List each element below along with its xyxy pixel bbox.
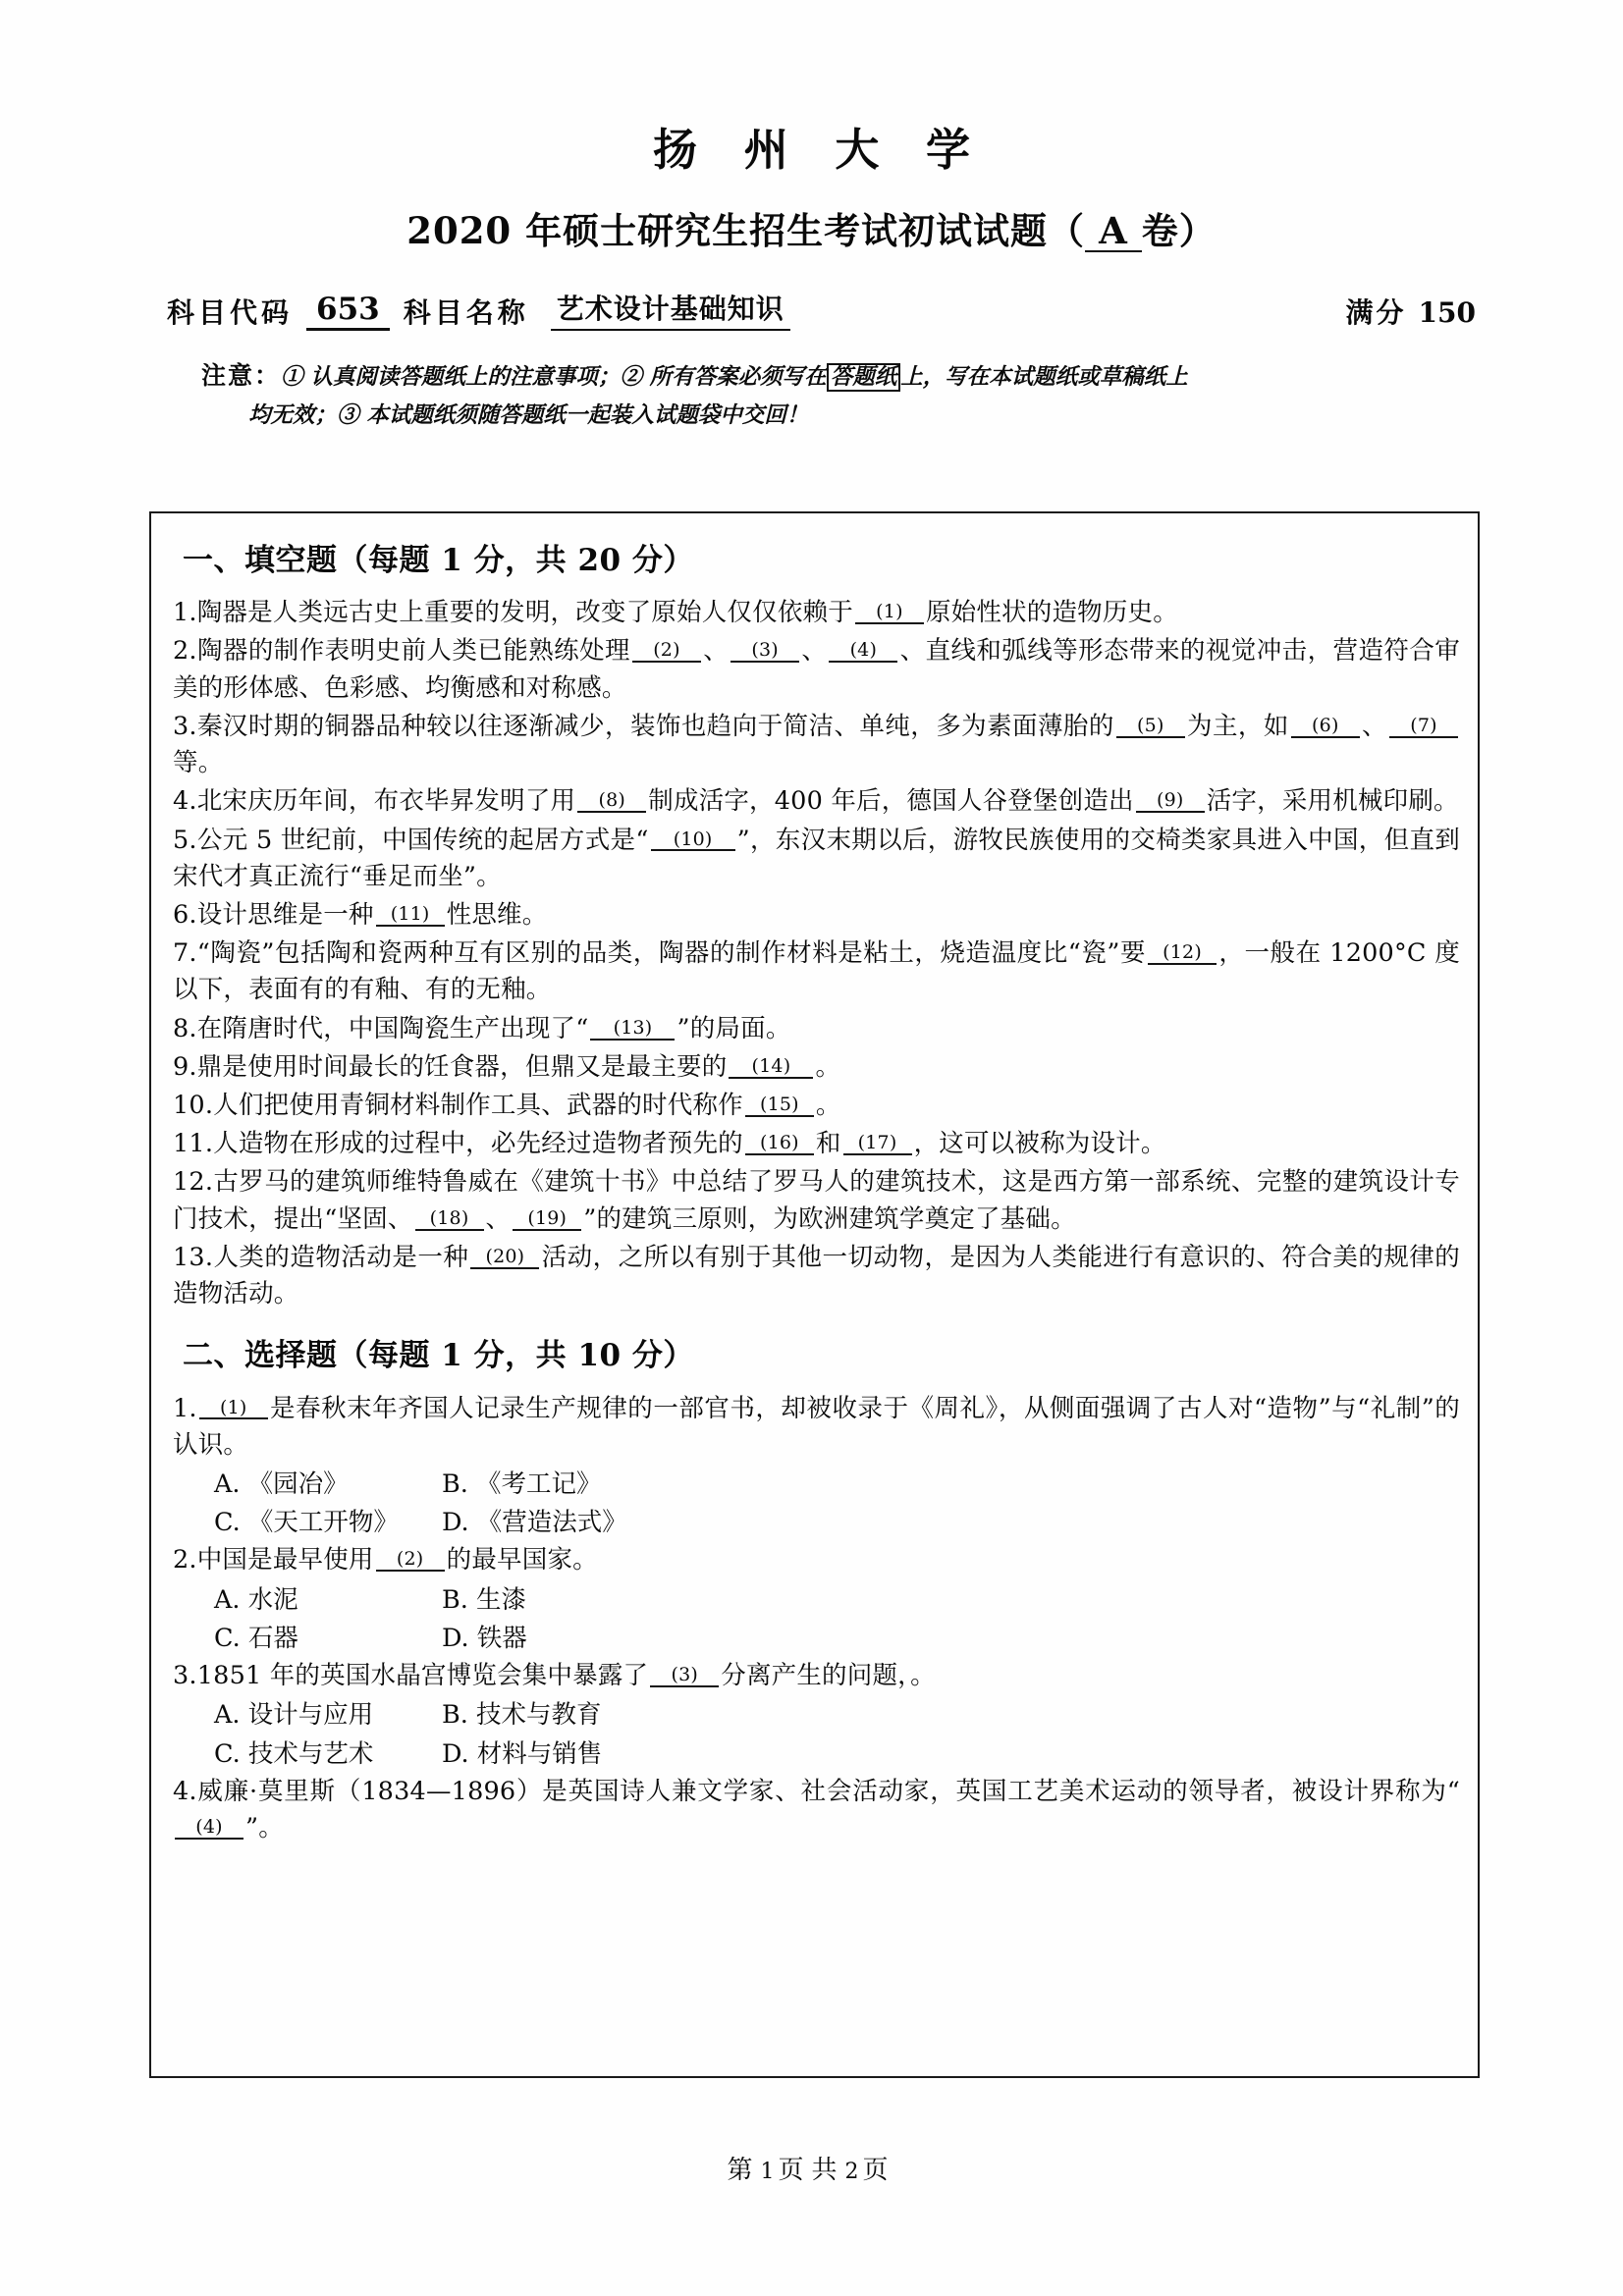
q13-text-b: 活动，之所以有别于其他一切动物，是因为人类能进行有意识的、符合美的规律的造物活动。 xyxy=(173,1242,1460,1309)
q1-text-b: 原始性状的造物历史。 xyxy=(925,598,1178,628)
q1-text-a: 陶器是人类远古史上重要的发明，改变了原始人仅仅依赖于 xyxy=(196,598,853,628)
q7-blank-12[interactable]: (12) xyxy=(1148,943,1217,965)
c2-option-d-key: D. xyxy=(442,1623,469,1653)
q11-text-a: 人造物在形成的过程中，必先经过造物者预先的 xyxy=(213,1129,743,1159)
q4-blank-9[interactable]: (9) xyxy=(1136,791,1205,813)
c3-text-a: 1851 年的英国水晶宫博览会集中暴露了 xyxy=(196,1661,649,1691)
q2-text-c: 、 xyxy=(801,636,828,667)
q2-text-a: 陶器的制作表明史前人类已能熟练处理 xyxy=(196,636,630,667)
q8-text-b: ”的局面。 xyxy=(676,1013,791,1043)
c2-option-b-key: B. xyxy=(442,1584,468,1615)
c1-option-d-text: 《营造法式》 xyxy=(476,1508,627,1538)
q12-blank-19[interactable]: (19) xyxy=(513,1209,581,1231)
c1-text: 是春秋末年齐国人记录生产规律的一部官书，却被收录于《周礼》，从侧面强调了古人对“造物”与“礼制”的认识。 xyxy=(173,1393,1460,1460)
q2-blank-2[interactable]: (2) xyxy=(632,641,701,663)
footer-prefix: 第 xyxy=(727,2156,761,2185)
q6-text-b: 性思维。 xyxy=(446,899,548,930)
c3-option-d-text: 材料与销售 xyxy=(476,1738,603,1769)
question-1-8 xyxy=(173,1011,1460,1047)
c2-option-a[interactable] xyxy=(214,1581,442,1619)
question-2-3-options-row-2 xyxy=(173,1735,1460,1773)
question-1-13 xyxy=(173,1240,1460,1312)
exam-title-prefix: 2020 年硕士研究生招生考试初试试题（ xyxy=(406,208,1086,252)
c3-option-b-key: B. xyxy=(442,1700,468,1731)
c3-option-a-key: A. xyxy=(214,1700,241,1731)
question-1-6 xyxy=(173,897,1460,934)
question-2-3 xyxy=(173,1658,1460,1694)
question-1-9 xyxy=(173,1049,1460,1086)
question-2-2 xyxy=(173,1542,1460,1578)
c1-option-b-text: 《考工记》 xyxy=(475,1468,602,1499)
q9-no: 9. xyxy=(173,1051,197,1082)
section-2-title: 二、选择题（每题 1 分，共 10 分） xyxy=(183,1338,694,1374)
c3-option-a-text: 设计与应用 xyxy=(247,1700,374,1731)
c3-text-b: 分离产生的问题，。 xyxy=(721,1661,936,1691)
exam-title xyxy=(0,210,1623,252)
question-1-12 xyxy=(173,1164,1460,1237)
q11-blank-16[interactable]: (16) xyxy=(745,1134,814,1155)
c1-blank-1[interactable]: (1) xyxy=(199,1399,268,1420)
c3-option-a[interactable] xyxy=(214,1696,442,1734)
q6-text-a: 设计思维是一种 xyxy=(196,899,374,930)
notice-line1a: ① 认真阅读答题纸上的注意事项；② 所有答案必须写在 xyxy=(281,363,827,390)
question-2-1 xyxy=(173,1391,1460,1464)
c3-option-c-key: C. xyxy=(214,1738,241,1769)
q4-text-b: 制成活字，400 年后，德国人谷登堡创造出 xyxy=(648,786,1134,817)
c3-option-c[interactable] xyxy=(214,1735,442,1773)
c3-option-b-text: 技术与教育 xyxy=(475,1700,602,1731)
q3-blank-7[interactable]: (7) xyxy=(1389,717,1458,738)
q3-blank-5[interactable]: (5) xyxy=(1116,717,1185,738)
c4-blank-4[interactable]: (4) xyxy=(175,1818,243,1840)
q9-text-a: 鼎是使用时间最长的饪食器，但鼎又是最主要的 xyxy=(196,1051,728,1082)
q3-text-d: 等。 xyxy=(173,748,224,778)
c2-option-c-key: C. xyxy=(214,1623,241,1653)
question-1-4 xyxy=(173,783,1460,820)
subject-code-value: 653 xyxy=(306,292,390,331)
questions-container xyxy=(149,511,1480,2078)
c2-text-a: 中国是最早使用 xyxy=(196,1545,374,1575)
question-1-2 xyxy=(173,633,1460,706)
c3-option-c-text: 技术与艺术 xyxy=(247,1738,374,1769)
q10-no: 10. xyxy=(173,1091,214,1121)
q8-no: 8. xyxy=(173,1013,197,1043)
c1-option-c[interactable] xyxy=(214,1504,442,1541)
c3-option-d[interactable] xyxy=(442,1735,602,1773)
c2-option-b[interactable] xyxy=(442,1581,526,1619)
q6-no: 6. xyxy=(173,899,197,930)
footer-total-pages: 2 xyxy=(844,2160,863,2184)
notice-line2: 均无效；③ 本试题纸须随答题纸一起装入试题袋中交回！ xyxy=(248,401,809,428)
q3-blank-6[interactable]: (6) xyxy=(1291,717,1360,738)
q1-blank-1[interactable]: (1) xyxy=(855,603,924,624)
q4-text-a: 北宋庆历年间，布衣毕昇发明了用 xyxy=(196,786,576,817)
c1-option-c-text: 《天工开物》 xyxy=(247,1508,399,1538)
q11-text-b: 和 xyxy=(815,1129,841,1159)
c1-option-b-key: B. xyxy=(442,1468,468,1499)
c2-option-c-text: 石器 xyxy=(247,1623,298,1653)
notice-line1b: 上，写在本试题纸或草稿纸上 xyxy=(900,363,1188,390)
q6-blank-11[interactable]: (11) xyxy=(376,905,445,927)
q3-text-b: 为主，如 xyxy=(1186,711,1289,741)
question-2-1-options-row-1 xyxy=(173,1466,1460,1503)
page-header xyxy=(0,0,1623,252)
subject-name-value: 艺术设计基础知识 xyxy=(551,288,790,331)
question-2-4 xyxy=(173,1774,1460,1846)
q12-text-c: ”的建筑三原则，为欧洲建筑学奠定了基础。 xyxy=(583,1203,1076,1234)
q11-blank-17[interactable]: (17) xyxy=(843,1134,912,1155)
c2-option-a-text: 水泥 xyxy=(247,1584,298,1615)
page-footer xyxy=(0,2150,1623,2186)
question-2-3-options-row-1 xyxy=(173,1696,1460,1734)
question-2-1-options-row-2 xyxy=(173,1504,1460,1541)
q9-text-b: 。 xyxy=(815,1051,841,1082)
section-1-title: 一、填空题（每题 1 分，共 20 分） xyxy=(183,543,694,578)
subject-name-label: 科目名称 xyxy=(403,295,529,329)
q4-no: 4. xyxy=(173,786,197,817)
full-mark-value: 150 xyxy=(1418,295,1476,329)
c2-option-d-text: 铁器 xyxy=(476,1623,527,1653)
footer-page-number: 1 xyxy=(760,2160,779,2184)
question-1-3 xyxy=(173,709,1460,781)
q5-text-b: ”，东汉末期以后，游牧民族使用的交椅类家具进入中国，但直到宋代才真正流行“垂足而坐”。 xyxy=(173,825,1460,891)
q2-blank-3[interactable]: (3) xyxy=(730,641,799,663)
full-mark-label: 满分 xyxy=(1345,295,1407,329)
c1-option-b[interactable] xyxy=(442,1466,601,1503)
q11-text-c: ，这可以被称为设计。 xyxy=(913,1129,1166,1159)
c1-option-d-key: D. xyxy=(442,1508,469,1538)
q3-no: 3. xyxy=(173,711,197,741)
q12-no: 12. xyxy=(173,1167,214,1198)
q2-blank-4[interactable]: (4) xyxy=(829,641,897,663)
q12-text-a: 古罗马的建筑师维特鲁威在《建筑十书》中总结了罗马人的建筑技术，这是西方第一部系统、完整的建筑设计专门技术，提出“坚固、 xyxy=(173,1167,1460,1234)
q8-blank-13[interactable]: (13) xyxy=(590,1019,675,1041)
c1-option-a-text: 《园冶》 xyxy=(247,1468,349,1499)
q13-text-a: 人类的造物活动是一种 xyxy=(213,1242,469,1272)
c2-no: 2. xyxy=(173,1545,197,1575)
q5-no: 5. xyxy=(173,825,197,855)
q7-no: 7. xyxy=(173,938,197,969)
c1-option-a-key: A. xyxy=(214,1468,241,1499)
q2-no: 2. xyxy=(173,636,197,667)
q5-text-a: 公元 5 世纪前，中国传统的起居方式是“ xyxy=(196,825,649,855)
notice-block xyxy=(0,354,1623,435)
question-1-11 xyxy=(173,1126,1460,1162)
c2-option-b-text: 生漆 xyxy=(475,1584,526,1615)
q3-text-c: 、 xyxy=(1361,711,1387,741)
notice-boxed-answer-sheet: 答题纸 xyxy=(827,363,901,392)
q2-text-b: 、 xyxy=(702,636,730,667)
c3-blank-3[interactable]: (3) xyxy=(650,1666,719,1687)
c2-text-b: 的最早国家。 xyxy=(446,1545,598,1575)
q7-text-a: “陶瓷”包括陶和瓷两种互有区别的品类，陶器的制作材料是粘土，烧造温度比“瓷”要 xyxy=(196,938,1147,969)
q4-text-c: 活字，采用机械印刷。 xyxy=(1206,786,1459,817)
q9-blank-14[interactable]: (14) xyxy=(729,1057,813,1079)
q10-text-b: 。 xyxy=(815,1091,841,1121)
q2-text-d: 、直线和弧线等形态带来的视觉冲击，营造符合审美的形体感、色彩感、均衡感和对称感。 xyxy=(173,636,1461,703)
c2-option-d[interactable] xyxy=(442,1620,527,1657)
footer-middle: 页共 xyxy=(778,2156,845,2185)
c1-option-a[interactable] xyxy=(214,1466,442,1503)
q12-text-b: 、 xyxy=(485,1203,512,1234)
subject-code-label: 科目代码 xyxy=(167,295,294,329)
q7-text-b: ，一般在 1200°C 度以下，表面有的有釉、有的无釉。 xyxy=(173,938,1461,1005)
q10-blank-15[interactable]: (15) xyxy=(745,1095,814,1117)
question-1-5 xyxy=(173,823,1460,895)
c1-option-d[interactable] xyxy=(442,1504,627,1541)
q12-blank-18[interactable]: (18) xyxy=(415,1209,484,1231)
notice-label: 注意： xyxy=(201,360,282,390)
footer-suffix: 页 xyxy=(862,2156,896,2185)
q13-no: 13. xyxy=(173,1242,214,1272)
c2-option-a-key: A. xyxy=(214,1584,241,1615)
c4-text-b: ”。 xyxy=(245,1813,284,1843)
q5-blank-10[interactable]: (10) xyxy=(651,830,735,852)
c1-option-c-key: C. xyxy=(214,1508,241,1538)
full-mark-block xyxy=(1346,292,1476,331)
question-2-2-options-row-1 xyxy=(173,1581,1460,1619)
q3-text-a: 秦汉时期的铜器品种较以往逐渐减少，装饰也趋向于简洁、单纯，多为素面薄胎的 xyxy=(196,711,1114,741)
q13-blank-20[interactable]: (20) xyxy=(470,1248,539,1269)
question-1-1 xyxy=(173,595,1460,631)
c3-no: 3. xyxy=(173,1661,197,1691)
university-name: 扬 州 大 学 xyxy=(653,124,986,176)
exam-title-suffix: 卷） xyxy=(1141,208,1217,252)
q1-no: 1. xyxy=(173,598,197,628)
c4-no: 4. xyxy=(173,1776,197,1806)
question-1-7 xyxy=(173,935,1460,1008)
q4-blank-8[interactable]: (8) xyxy=(577,791,646,813)
c3-option-d-key: D. xyxy=(442,1738,469,1769)
c2-blank-2[interactable]: (2) xyxy=(376,1550,445,1572)
q11-no: 11. xyxy=(173,1129,214,1159)
c1-no: 1. xyxy=(173,1393,197,1423)
c4-text-a: 威廉·莫里斯（1834—1896）是英国诗人兼文学家、社会活动家，英国工艺美术运动的领导者，被设计界称为“ xyxy=(196,1776,1460,1806)
subject-info-line xyxy=(0,288,1623,331)
q10-text-a: 人们把使用青铜材料制作工具、武器的时代称作 xyxy=(213,1091,743,1121)
q8-text-a: 在隋唐时代，中国陶瓷生产出现了“ xyxy=(196,1013,589,1043)
question-1-10 xyxy=(173,1088,1460,1124)
question-2-2-options-row-2 xyxy=(173,1620,1460,1657)
paper-version-value: A xyxy=(1085,213,1142,252)
c2-option-c[interactable] xyxy=(214,1620,442,1657)
c3-option-b[interactable] xyxy=(442,1696,601,1734)
